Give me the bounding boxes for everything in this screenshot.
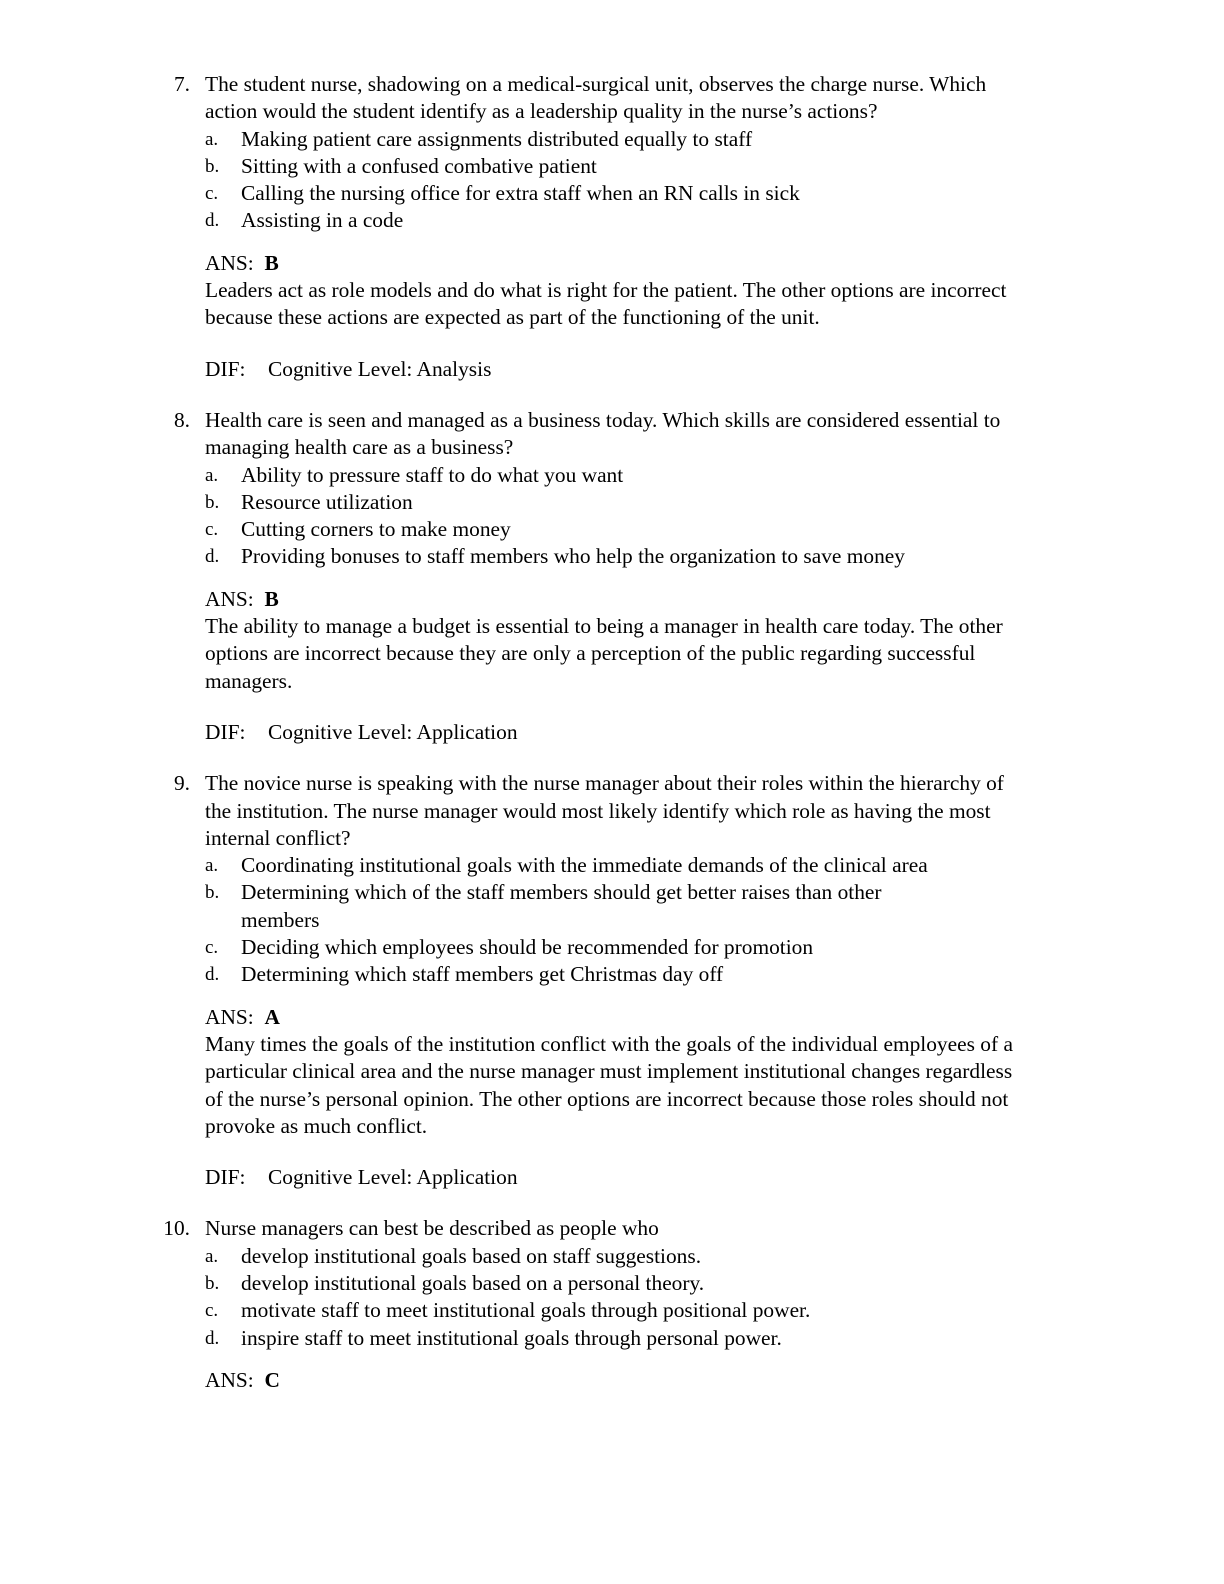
answer-label: ANS:: [205, 1367, 254, 1392]
option-letter: b.: [205, 155, 220, 177]
rationale-line: managers.: [205, 668, 293, 693]
answer-option: [205, 879, 1125, 934]
option-text: Making patient care assignments distributed equally to staff: [241, 126, 753, 151]
answer-label: ANS:: [205, 586, 254, 611]
option-letter: c.: [205, 519, 219, 541]
difficulty-level: [205, 1164, 1125, 1191]
question-number: 10.: [163, 1216, 190, 1241]
question-stem-line: The novice nurse is speaking with the nurse manager about their roles within the hierarchy of: [205, 771, 1004, 796]
rationale-line: Leaders act as role models and do what is right for the patient. The other options are incorrect: [205, 278, 1007, 303]
difficulty-label: DIF:: [205, 719, 246, 744]
question-stem-line: internal conflict?: [205, 825, 351, 850]
question-stem-line: managing health care as a business?: [205, 435, 514, 460]
answer-option: [205, 126, 1125, 153]
answer-value: C: [264, 1367, 280, 1392]
question-item: [0, 71, 1224, 383]
rationale-line: The ability to manage a budget is essential to being a manager in health care today. The other: [205, 614, 1003, 639]
answer-option: [205, 207, 1125, 234]
answer-option: [205, 934, 1125, 961]
answer-option: [205, 153, 1125, 180]
question-number: 8.: [173, 407, 190, 432]
document-page: [0, 71, 1224, 1418]
rationale-line: particular clinical area and the nurse manager must implement institutional changes regardless: [205, 1059, 1013, 1084]
question-body: [205, 71, 1125, 383]
option-letter: b.: [205, 1272, 220, 1294]
option-letter: a.: [205, 855, 219, 877]
option-letter: c.: [205, 183, 219, 205]
difficulty-value: Cognitive Level: Application: [268, 1165, 518, 1190]
difficulty-label: DIF:: [205, 356, 246, 381]
rationale-line: options are incorrect because they are only a perception of the public regarding successful: [205, 641, 976, 666]
rationale-line: Many times the goals of the institution conflict with the goals of the individual employees of a: [205, 1031, 1013, 1056]
question-stem-line: The student nurse, shadowing on a medical-surgical unit, observes the charge nurse. Which: [205, 72, 987, 96]
option-letter: a.: [205, 1245, 219, 1267]
option-letter: a.: [205, 128, 219, 150]
question-item: [0, 770, 1224, 1191]
option-text: members: [241, 907, 320, 932]
option-text: Ability to pressure staff to do what you want: [241, 462, 624, 487]
option-text: inspire staff to meet institutional goals through personal power.: [241, 1325, 782, 1350]
question-number: 7.: [173, 72, 190, 96]
option-text: Determining which of the staff members should get better raises than other: [241, 880, 882, 905]
answer-value: B: [264, 586, 279, 611]
answer-option: [205, 180, 1125, 207]
option-letter: b.: [205, 882, 220, 904]
answer-value: B: [264, 250, 279, 275]
option-letter: d.: [205, 964, 220, 986]
option-text: develop institutional goals based on staff suggestions.: [241, 1243, 702, 1268]
answer-option: [205, 1270, 1125, 1297]
answer-option: [205, 543, 1125, 570]
answer-key: [205, 586, 1125, 613]
difficulty-label: DIF:: [205, 1165, 246, 1190]
option-letter: c.: [205, 937, 219, 959]
option-text: develop institutional goals based on a personal theory.: [241, 1270, 705, 1295]
answer-key: [205, 250, 1125, 277]
option-text: Determining which staff members get Christmas day off: [241, 962, 724, 987]
option-text: Coordinating institutional goals with the immediate demands of the clinical area: [241, 853, 928, 878]
option-letter: d.: [205, 546, 220, 568]
answer-option: [205, 961, 1125, 988]
option-text: Calling the nursing office for extra staff when an RN calls in sick: [241, 181, 800, 206]
answer-option: [205, 516, 1125, 543]
answer-option: [205, 1297, 1125, 1324]
option-text: Assisting in a code: [241, 208, 404, 233]
option-letter: d.: [205, 1327, 220, 1349]
answer-key: [205, 1367, 1125, 1394]
option-text: Deciding which employees should be recommended for promotion: [241, 935, 814, 960]
option-letter: c.: [205, 1300, 219, 1322]
question-item: [0, 407, 1224, 746]
answer-option: [205, 489, 1125, 516]
question-body: [205, 1215, 1125, 1394]
question-stem-line: the institution. The nurse manager would most likely identify which role as having the most: [205, 798, 991, 823]
option-text: Providing bonuses to staff members who help the organization to save money: [241, 544, 905, 569]
question-number: 9.: [173, 771, 190, 796]
option-letter: b.: [205, 491, 220, 513]
rationale-line: provoke as much conflict.: [205, 1113, 428, 1138]
question-body: [205, 770, 1125, 1191]
option-text: Cutting corners to make money: [241, 517, 511, 542]
difficulty-level: [205, 719, 1125, 746]
answer-option: [205, 1243, 1125, 1270]
answer-value: A: [264, 1004, 280, 1029]
option-text: Resource utilization: [241, 489, 413, 514]
rationale-line: of the nurse’s personal opinion. The other options are incorrect because those roles should not: [205, 1086, 1009, 1111]
difficulty-value: Cognitive Level: Application: [268, 719, 518, 744]
option-letter: d.: [205, 210, 220, 232]
rationale-line: because these actions are expected as part of the functioning of the unit.: [205, 305, 820, 330]
option-text: Sitting with a confused combative patient: [241, 153, 597, 178]
answer-key: [205, 1004, 1125, 1031]
question-stem-line: Nurse managers can best be described as people who: [205, 1216, 659, 1241]
question-stem-line: action would the student identify as a leadership quality in the nurse’s actions?: [205, 99, 878, 124]
difficulty-value: Cognitive Level: Analysis: [268, 356, 492, 381]
question-body: [205, 407, 1125, 746]
answer-option: [205, 852, 1125, 879]
answer-label: ANS:: [205, 250, 254, 275]
answer-option: [205, 462, 1125, 489]
option-text: motivate staff to meet institutional goals through positional power.: [241, 1298, 811, 1323]
answer-option: [205, 1325, 1125, 1352]
question-stem-line: Health care is seen and managed as a business today. Which skills are considered essential to: [205, 407, 1001, 432]
answer-label: ANS:: [205, 1004, 254, 1029]
question-item: [0, 1215, 1224, 1394]
difficulty-level: [205, 356, 1125, 383]
option-letter: a.: [205, 464, 219, 486]
